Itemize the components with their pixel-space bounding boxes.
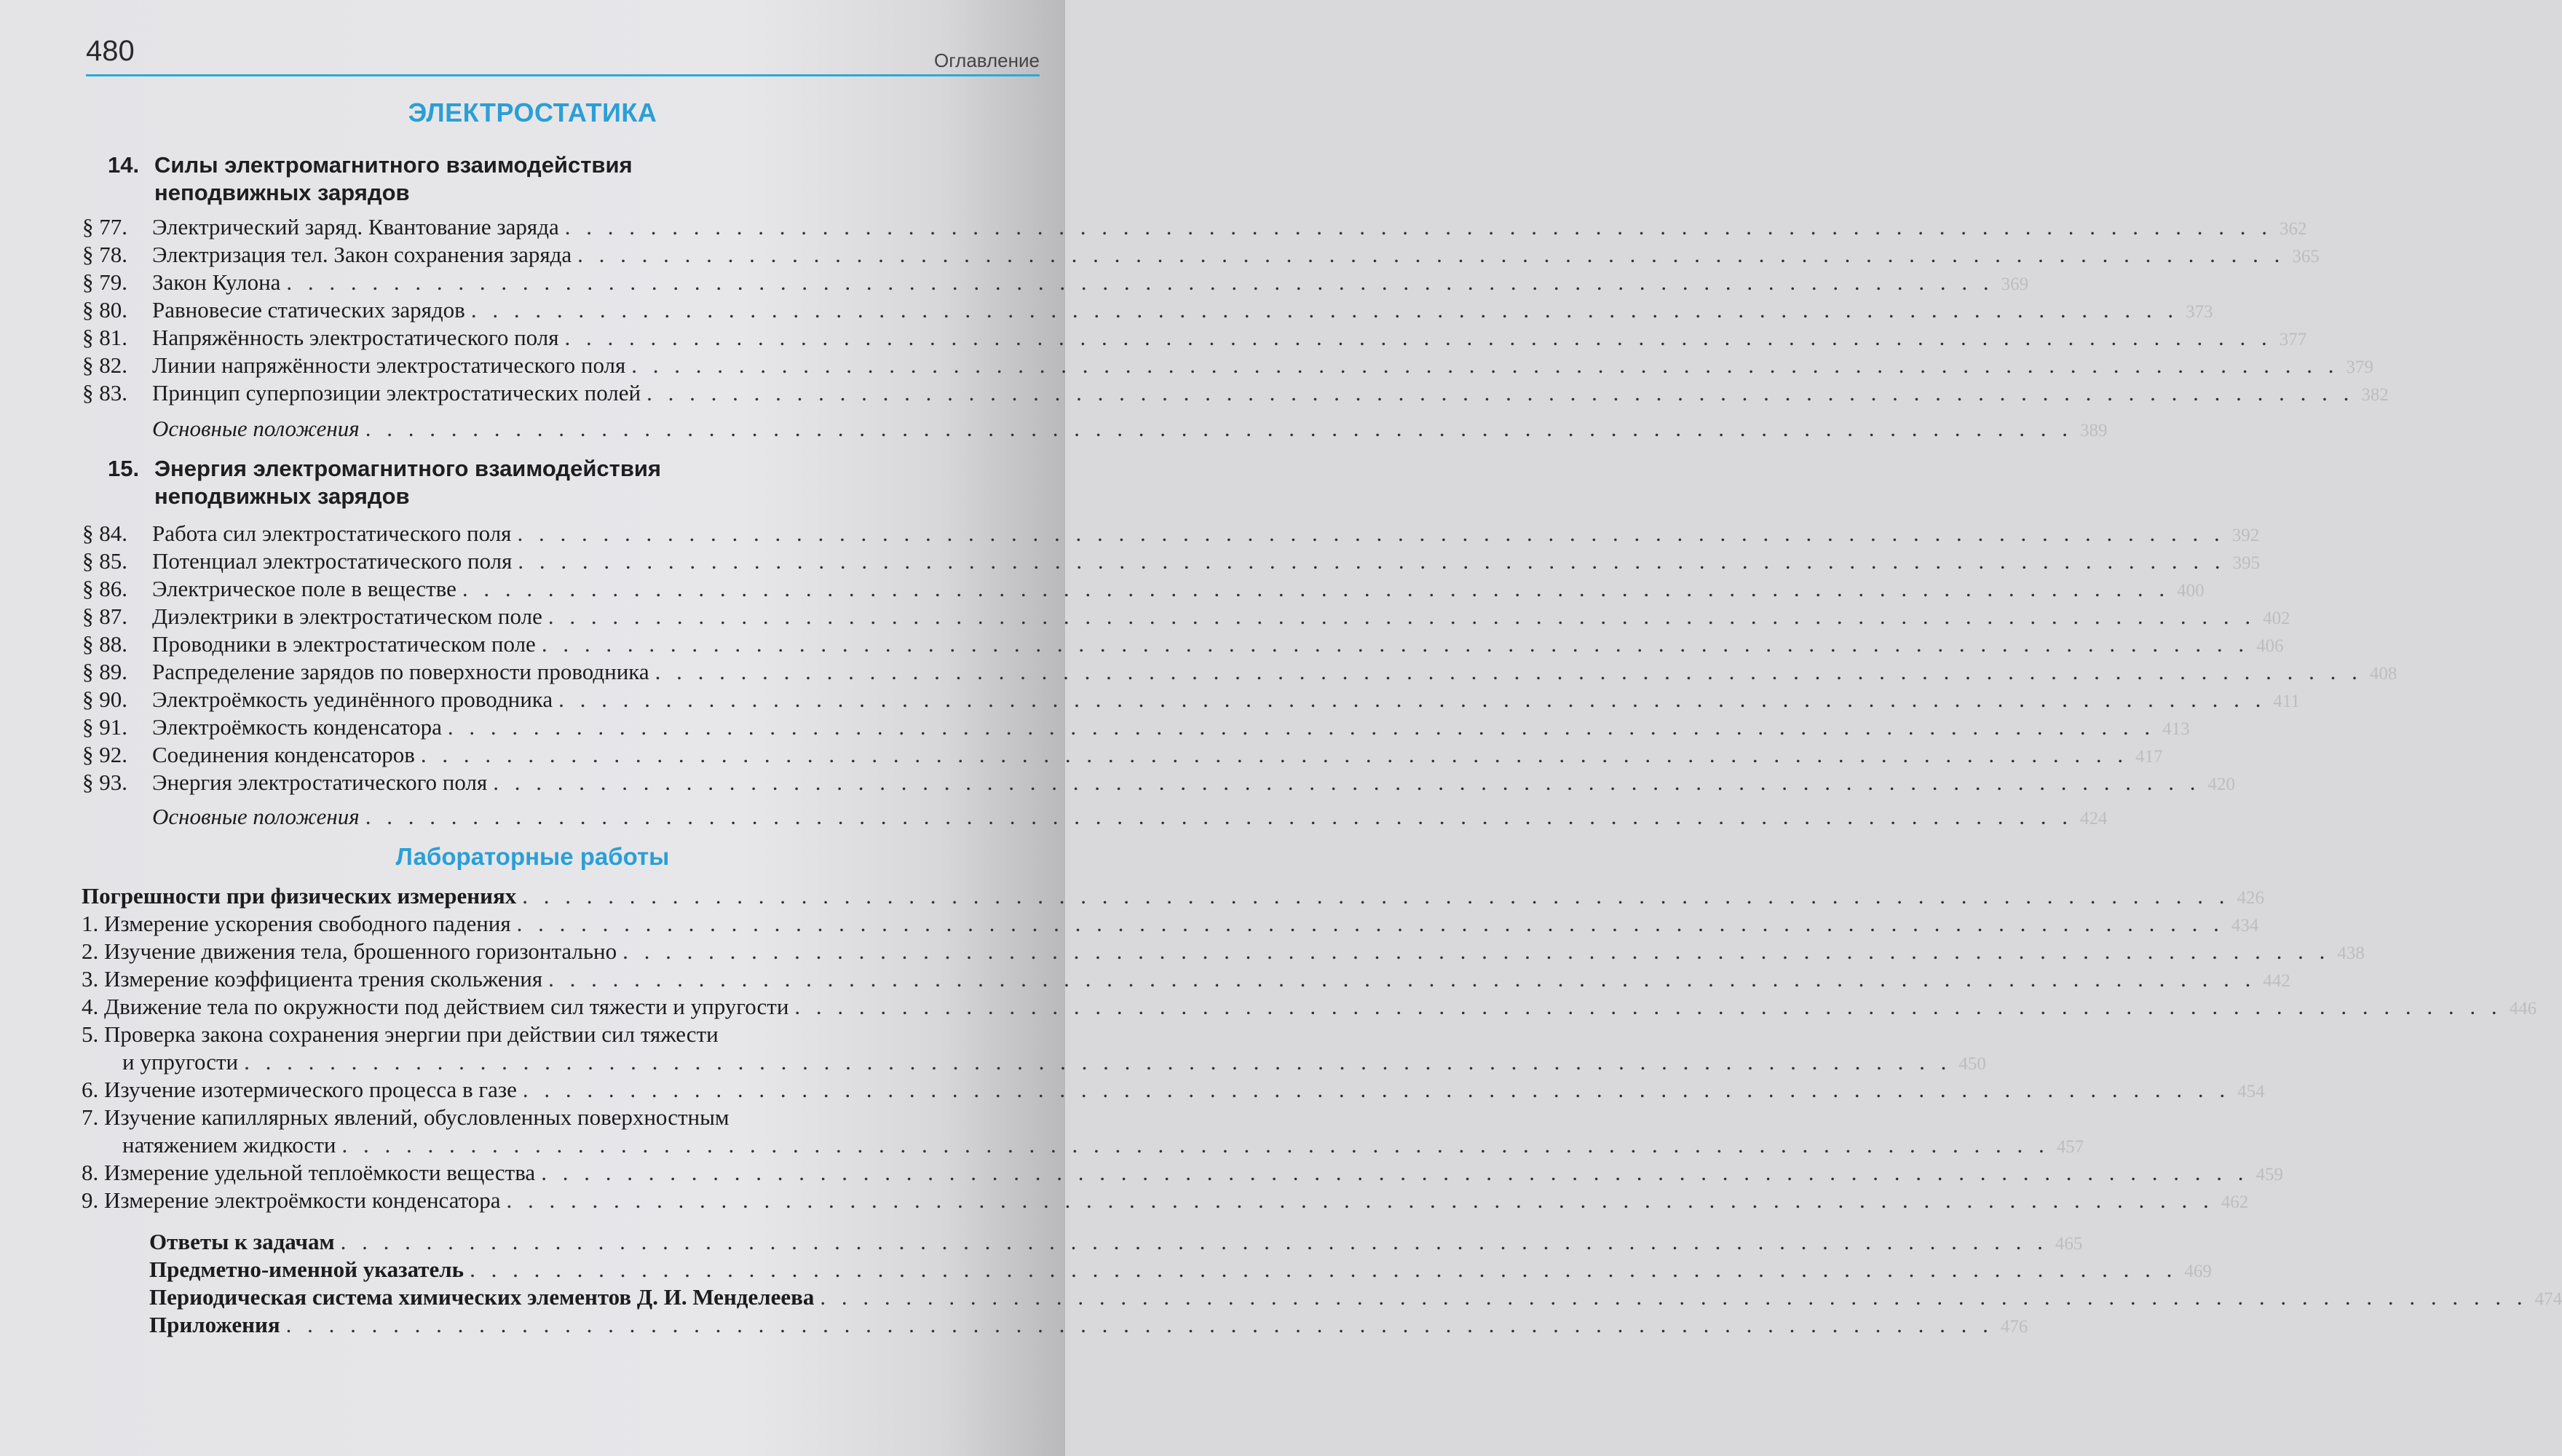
page-ref: 465: [2055, 1234, 2083, 1254]
leader-dots: . . . . . . . . . . . . . . . . . . . . . . . . . . . . . . . . . . . . . . . . . . . . . . . . . . . . . . . . . . . . . . . . . . . . . . . . . . . . . . . .: [462, 576, 2170, 601]
leader-dots: . . . . . . . . . . . . . . . . . . . . . . . . . . . . . . . . . . . . . . . . . . . . . . . . . . . . . . . . . . . . . . . . . . . . . . . . . . . . . . . .: [564, 214, 2272, 240]
page-ref: 413: [2162, 719, 2190, 739]
toc-entry-lab-2[interactable]: [82, 938, 2365, 968]
entry-title: Электроёмкость уединённого проводника: [152, 687, 553, 712]
section-number: § 81.: [82, 325, 127, 350]
section-number: § 92.: [82, 742, 127, 767]
toc-entry-82[interactable]: [82, 352, 2374, 381]
entry-title: 8. Измерение удельной теплоёмкости вещества: [82, 1160, 536, 1185]
leader-dots: . . . . . . . . . . . . . . . . . . . . . . . . . . . . . . . . . . . . . . . . . . . . . . . . . . . . . . . . . . . . . . . . . . . . . . . . . . . . . . . .: [522, 1077, 2231, 1102]
leader-dots: . . . . . . . . . . . . . . . . . . . . . . . . . . . . . . . . . . . . . . . . . . . . . . . . . . . . . . . . . . . . . . . . . . . . . . . . . . . . . . . .: [365, 804, 2073, 829]
chapter-number: 14.: [108, 152, 140, 178]
entry-title: Основные положения: [152, 804, 360, 829]
section-number: § 83.: [82, 380, 127, 405]
leader-dots: . . . . . . . . . . . . . . . . . . . . . . . . . . . . . . . . . . . . . . . . . . . . . . . . . . . . . . . . . . . . . . . . . . . . . . . . . . . . . . . .: [631, 352, 2339, 378]
entry-title: Равновесие статических зарядов: [152, 297, 465, 323]
entry-title: Энергия электростатического поля: [152, 769, 488, 795]
leader-dots: . . . . . . . . . . . . . . . . . . . . . . . . . . . . . . . . . . . . . . . . . . . . . . . . . . . . . . . . . . . . . . . . . . . . . . . . . . . . . . . .: [794, 994, 2502, 1019]
running-title: Оглавление: [934, 50, 1040, 71]
page-ref: 411: [2273, 692, 2300, 711]
page-ref: 450: [1958, 1054, 1986, 1074]
section-number: § 82.: [82, 352, 127, 378]
leader-dots: . . . . . . . . . . . . . . . . . . . . . . . . . . . . . . . . . . . . . . . . . . . . . . . . . . . . . . . . . . . . . . . . . . . . . . . . . . . . . . . .: [420, 742, 2129, 767]
leader-dots: . . . . . . . . . . . . . . . . . . . . . . . . . . . . . . . . . . . . . . . . . . . . . . . . . . . . . . . . . . . . . . . . . . . . . . . . . . . . . . . .: [647, 380, 2355, 405]
toc-entry-77[interactable]: [82, 213, 2307, 243]
page-ref: 408: [2369, 664, 2397, 684]
page-ref: 373: [2186, 302, 2213, 322]
leader-dots: . . . . . . . . . . . . . . . . . . . . . . . . . . . . . . . . . . . . . . . . . . . . . . . . . . . . . . . . . . . . . . . . . . . . . . . . . . . . . . . .: [470, 297, 2179, 323]
leader-dots: . . . . . . . . . . . . . . . . . . . . . . . . . . . . . . . . . . . . . . . . . . . . . . . . . . . . . . . . . . . . . . . . . . . . . . . . . . . . . . . .: [340, 1229, 2048, 1254]
toc-entry-lab-5[interactable]: [122, 1048, 1986, 1078]
page-ref: 395: [2232, 553, 2261, 573]
page-ref: 417: [2135, 747, 2163, 767]
entry-title-continued: натяжением жидкости: [122, 1132, 336, 1158]
entry-title: Диэлектрики в электростатическом поле: [152, 604, 542, 629]
section-number: § 86.: [82, 576, 127, 601]
section-number: § 79.: [82, 269, 127, 295]
entry-title: Электроёмкость конденсатора: [152, 714, 442, 740]
toc-entry-measurement-errors[interactable]: [82, 882, 2265, 912]
section-title-labs: Лабораторные работы: [395, 843, 670, 870]
toc-entry-87[interactable]: [82, 603, 2290, 633]
entry-title: 4. Движение тела по окружности под действием сил тяжести и упругости: [82, 994, 789, 1019]
leader-dots: . . . . . . . . . . . . . . . . . . . . . . . . . . . . . . . . . . . . . . . . . . . . . . . . . . . . . . . . . . . . . . . . . . . . . . . . . . . . . . . .: [547, 604, 2256, 629]
leader-dots: . . . . . . . . . . . . . . . . . . . . . . . . . . . . . . . . . . . . . . . . . . . . . . . . . . . . . . . . . . . . . . . . . . . . . . . . . . . . . . . .: [541, 631, 2250, 657]
section-number: § 80.: [82, 297, 127, 323]
entry-title: Электрическое поле в веществе: [152, 576, 456, 601]
leader-dots: . . . . . . . . . . . . . . . . . . . . . . . . . . . . . . . . . . . . . . . . . . . . . . . . . . . . . . . . . . . . . . . . . . . . . . . . . . . . . . . .: [548, 966, 2256, 992]
entry-title: Закон Кулона: [152, 269, 281, 295]
entry-title: Линии напряжённости электростатического поля: [152, 352, 626, 378]
entry-title-continued: и упругости: [122, 1049, 239, 1075]
leader-dots: . . . . . . . . . . . . . . . . . . . . . . . . . . . . . . . . . . . . . . . . . . . . . . . . . . . . . . . . . . . . . . . . . . . . . . . . . . . . . . . .: [506, 1187, 2214, 1213]
toc-entry-85[interactable]: [82, 547, 2261, 577]
leader-dots: . . . . . . . . . . . . . . . . . . . . . . . . . . . . . . . . . . . . . . . . . . . . . . . . . . . . . . . . . . . . . . . . . . . . . . . . . . . . . . . .: [341, 1132, 2049, 1158]
toc-entry-lab-9[interactable]: [82, 1187, 2249, 1216]
entry-title: Электризация тел. Закон сохранения заряда: [152, 242, 572, 267]
page-ref: 362: [2279, 219, 2307, 239]
leader-dots: . . . . . . . . . . . . . . . . . . . . . . . . . . . . . . . . . . . . . . . . . . . . . . . . . . . . . . . . . . . . . . . . . . . . . . . . . . . . . . . .: [564, 325, 2272, 350]
toc-entry-lab-7-line1[interactable]: 7. Изучение капиллярных явлений, обусловленных поверхностным: [82, 1104, 730, 1130]
leader-dots: . . . . . . . . . . . . . . . . . . . . . . . . . . . . . . . . . . . . . . . . . . . . . . . . . . . . . . . . . . . . . . . . . . . . . . . . . . . . . . . .: [285, 1312, 1993, 1337]
section-number: § 78.: [82, 242, 127, 267]
page-ref: 424: [2079, 809, 2108, 828]
page-ref: 392: [2231, 526, 2260, 545]
page-ref: 365: [2292, 247, 2320, 266]
toc-entry-91[interactable]: [82, 713, 2190, 743]
entry-title: Соединения конденсаторов: [152, 742, 415, 767]
leader-dots: . . . . . . . . . . . . . . . . . . . . . . . . . . . . . . . . . . . . . . . . . . . . . . . . . . . . . . . . . . . . . . . . . . . . . . . . . . . . . . . .: [541, 1160, 2249, 1185]
entry-title: Распределение зарядов по поверхности проводника: [152, 659, 649, 684]
page-ref: 389: [2079, 421, 2108, 440]
toc-entry-78[interactable]: [82, 241, 2320, 271]
entry-title: Напряжённость электростатического поля: [152, 325, 559, 350]
section-number: § 84.: [82, 521, 127, 546]
toc-entry-89[interactable]: [82, 658, 2397, 688]
leader-dots: . . . . . . . . . . . . . . . . . . . . . . . . . . . . . . . . . . . . . . . . . . . . . . . . . . . . . . . . . . . . . . . . . . . . . . . . . . . . . . . .: [447, 714, 2156, 740]
entry-title: 1. Измерение ускорения свободного падения: [82, 911, 511, 936]
leader-dots: . . . . . . . . . . . . . . . . . . . . . . . . . . . . . . . . . . . . . . . . . . . . . . . . . . . . . . . . . . . . . . . . . . . . . . . . . . . . . . . .: [286, 269, 1994, 295]
page-ref: 426: [2237, 888, 2265, 908]
toc-entry-79[interactable]: [82, 269, 2029, 298]
entry-title: Приложения: [149, 1312, 280, 1337]
section-number: § 87.: [82, 604, 127, 629]
leader-dots: . . . . . . . . . . . . . . . . . . . . . . . . . . . . . . . . . . . . . . . . . . . . . . . . . . . . . . . . . . . . . . . . . . . . . . . . . . . . . . . .: [516, 911, 2224, 936]
page-ref: 434: [2231, 916, 2259, 935]
toc-entry-84[interactable]: [82, 520, 2260, 550]
chapter-title-line2: неподвижных зарядов: [154, 483, 410, 509]
section-number: § 93.: [82, 769, 127, 795]
toc-entry-lab-5-line1[interactable]: 5. Проверка закона сохранения энергии при действии сил тяжести: [82, 1021, 719, 1047]
chapter-title-line1: Силы электромагнитного взаимодействия: [154, 152, 633, 178]
entry-title: 6. Изучение изотермического процесса в газе: [82, 1077, 517, 1102]
chapter-title-line2: неподвижных зарядов: [154, 180, 410, 205]
entry-title: Потенциал электростатического поля: [152, 548, 513, 574]
entry-title: 3. Измерение коэффициента трения скольжения: [82, 966, 543, 992]
section-number: § 89.: [82, 659, 127, 684]
chapter-number: 15.: [108, 456, 140, 481]
toc-entry-lab-4[interactable]: [82, 993, 2537, 1023]
entry-title: 9. Измерение электроёмкости конденсатора: [82, 1187, 501, 1213]
page-ref: 377: [2279, 330, 2307, 349]
page-ref: 400: [2177, 581, 2205, 601]
toc-entry-lab-3[interactable]: [82, 965, 2290, 995]
leader-dots: . . . . . . . . . . . . . . . . . . . . . . . . . . . . . . . . . . . . . . . . . . . . . . . . . . . . . . . . . . . . . . . . . . . . . . . . . . . . . . . .: [655, 659, 2363, 684]
page-ref: 446: [2509, 999, 2537, 1018]
toc-entry-lab-7[interactable]: [122, 1131, 2084, 1161]
entry-title: 2. Изучение движения тела, брошенного горизонтально: [82, 938, 617, 964]
page-ref: 402: [2263, 609, 2290, 628]
entry-title: Проводники в электростатическом поле: [152, 631, 536, 657]
page-ref: 459: [2255, 1165, 2283, 1184]
leader-dots: . . . . . . . . . . . . . . . . . . . . . . . . . . . . . . . . . . . . . . . . . . . . . . . . . . . . . . . . . . . . . . . . . . . . . . . . . . . . . . . .: [820, 1284, 2528, 1310]
page-ref: 369: [2001, 274, 2029, 294]
chapter-title-line1: Энергия электромагнитного взаимодействия: [154, 456, 662, 481]
leader-dots: . . . . . . . . . . . . . . . . . . . . . . . . . . . . . . . . . . . . . . . . . . . . . . . . . . . . . . . . . . . . . . . . . . . . . . . . . . . . . . . .: [470, 1257, 2178, 1282]
page-ref: 382: [2361, 385, 2389, 405]
page-ref: 420: [2207, 775, 2235, 794]
leader-dots: . . . . . . . . . . . . . . . . . . . . . . . . . . . . . . . . . . . . . . . . . . . . . . . . . . . . . . . . . . . . . . . . . . . . . . . . . . . . . . . .: [577, 242, 2285, 267]
entry-title: Предметно-именной указатель: [149, 1257, 464, 1282]
toc-entry-80[interactable]: [82, 296, 2213, 326]
section-number: § 91.: [82, 714, 127, 740]
toc-entry-81[interactable]: [82, 324, 2307, 354]
leader-dots: . . . . . . . . . . . . . . . . . . . . . . . . . . . . . . . . . . . . . . . . . . . . . . . . . . . . . . . . . . . . . . . . . . . . . . . . . . . . . . . .: [558, 687, 2266, 712]
section-title-electrostatics: ЭЛЕКТРОСТАТИКА: [408, 98, 657, 127]
toc-entry-answers[interactable]: [149, 1228, 2083, 1258]
entry-title: Основные положения: [152, 416, 360, 441]
toc-entry-83[interactable]: [82, 379, 2389, 409]
toc-entry-88[interactable]: [82, 630, 2284, 660]
page-ref: 462: [2221, 1192, 2249, 1212]
leader-dots: . . . . . . . . . . . . . . . . . . . . . . . . . . . . . . . . . . . . . . . . . . . . . . . . . . . . . . . . . . . . . . . . . . . . . . . . . . . . . . . .: [522, 883, 2230, 909]
toc-entry-ch15-summary[interactable]: [82, 803, 2108, 833]
page-ref: 469: [2184, 1262, 2212, 1281]
leader-dots: . . . . . . . . . . . . . . . . . . . . . . . . . . . . . . . . . . . . . . . . . . . . . . . . . . . . . . . . . . . . . . . . . . . . . . . . . . . . . . . .: [244, 1049, 1952, 1075]
toc-entry-lab-1[interactable]: [82, 910, 2259, 940]
toc-entry-appendices[interactable]: [149, 1311, 2028, 1341]
leader-dots: . . . . . . . . . . . . . . . . . . . . . . . . . . . . . . . . . . . . . . . . . . . . . . . . . . . . . . . . . . . . . . . . . . . . . . . . . . . . . . . .: [493, 769, 2201, 795]
entry-title: Периодическая система химических элементов Д. И. Менделеева: [149, 1284, 815, 1310]
leader-dots: . . . . . . . . . . . . . . . . . . . . . . . . . . . . . . . . . . . . . . . . . . . . . . . . . . . . . . . . . . . . . . . . . . . . . . . . . . . . . . . .: [622, 938, 2330, 964]
toc-entry-index[interactable]: [149, 1256, 2212, 1286]
toc-entry-lab-8[interactable]: [82, 1159, 2283, 1189]
page-ref: 454: [2237, 1082, 2265, 1101]
leader-dots: . . . . . . . . . . . . . . . . . . . . . . . . . . . . . . . . . . . . . . . . . . . . . . . . . . . . . . . . . . . . . . . . . . . . . . . . . . . . . . . .: [518, 548, 2226, 574]
entry-title: Принцип суперпозиции электростатических полей: [152, 380, 641, 405]
entry-title: Ответы к задачам: [149, 1229, 335, 1254]
page-ref: 438: [2337, 943, 2365, 963]
section-number: § 85.: [82, 548, 127, 574]
toc-entry-92[interactable]: [82, 741, 2163, 771]
section-number: § 77.: [82, 214, 127, 240]
section-number: § 90.: [82, 687, 127, 712]
toc-entry-periodic-table[interactable]: [149, 1283, 2562, 1313]
page-ref: 442: [2263, 971, 2290, 991]
toc-entry-90[interactable]: [82, 686, 2300, 716]
page-header: [86, 29, 1040, 76]
page-ref: 457: [2056, 1137, 2084, 1157]
entry-title: Электрический заряд. Квантование заряда: [152, 214, 559, 240]
page-ref: 476: [2000, 1317, 2028, 1337]
leader-dots: . . . . . . . . . . . . . . . . . . . . . . . . . . . . . . . . . . . . . . . . . . . . . . . . . . . . . . . . . . . . . . . . . . . . . . . . . . . . . . . .: [517, 521, 2225, 546]
page-ref: 406: [2256, 636, 2284, 656]
page-ref: 379: [2346, 357, 2374, 377]
toc-entry-lab-6[interactable]: [82, 1076, 2265, 1106]
entry-title: Погрешности при физических измерениях: [82, 883, 517, 909]
page-number: 480: [86, 35, 135, 67]
toc-entry-ch14-summary[interactable]: [82, 415, 2108, 445]
entry-title: Работа сил электростатического поля: [152, 521, 512, 546]
section-number: § 88.: [82, 631, 127, 657]
toc-entry-93[interactable]: [82, 769, 2235, 799]
leader-dots: . . . . . . . . . . . . . . . . . . . . . . . . . . . . . . . . . . . . . . . . . . . . . . . . . . . . . . . . . . . . . . . . . . . . . . . . . . . . . . . .: [365, 416, 2073, 441]
toc-entry-86[interactable]: [82, 575, 2205, 605]
page-ref: 474: [2534, 1289, 2562, 1309]
